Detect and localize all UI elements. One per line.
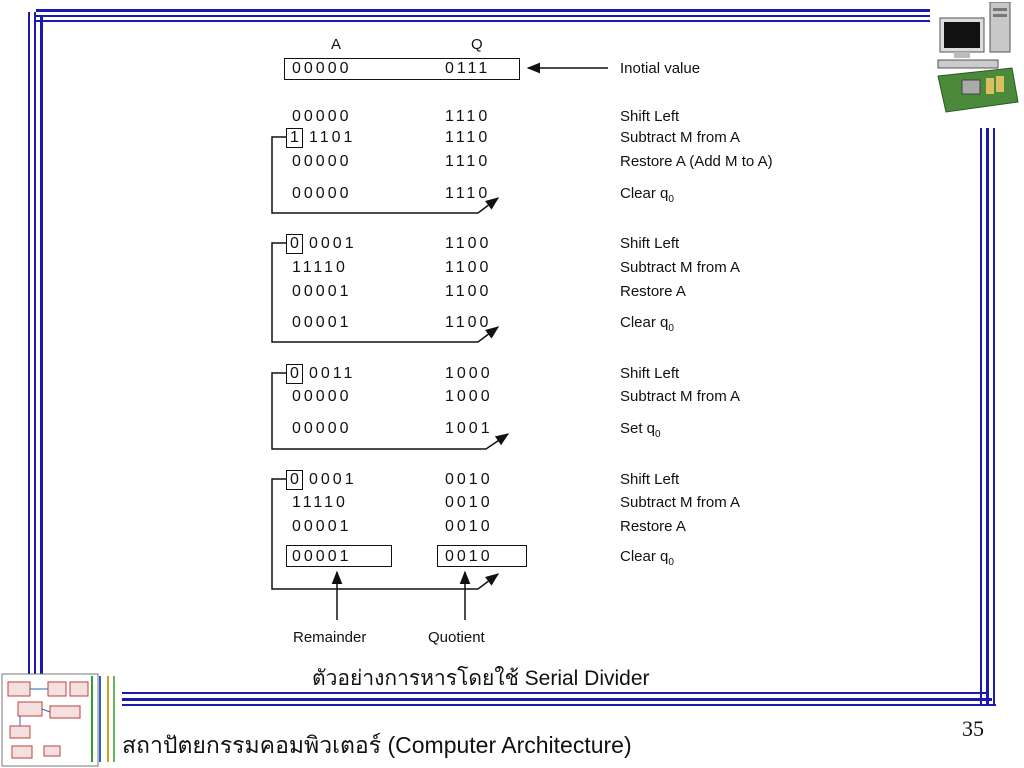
initial-q: 0111 xyxy=(445,60,491,77)
step-q: 1100 xyxy=(445,283,492,300)
step-q: 0010 xyxy=(445,471,493,488)
step-q: 1110 xyxy=(445,153,491,170)
remainder-label: Remainder xyxy=(293,629,367,646)
step-a: 11110 xyxy=(292,494,348,511)
step-q: 1000 xyxy=(445,365,493,382)
step-q: 1110 xyxy=(445,108,491,125)
step-q: 1000 xyxy=(445,388,493,405)
step-a: 00001 xyxy=(292,548,352,565)
step-a: 00000 xyxy=(292,108,352,125)
step-a: 0011 xyxy=(309,365,356,382)
step-label: Clear $q_0$ xyxy=(620,314,674,334)
step-label: Subtract M from A xyxy=(620,388,741,405)
sign-bit: 1 xyxy=(290,129,302,146)
step-a: 00000 xyxy=(292,420,352,437)
initial-a: 00000 xyxy=(292,60,352,77)
step-a: 00000 xyxy=(292,388,352,405)
step-label: Subtract M from A xyxy=(620,259,741,276)
step-label: Restore A xyxy=(620,283,686,300)
step-q: 1001 xyxy=(445,420,493,437)
q-subscript: 0 xyxy=(668,323,674,334)
step-q: 1100 xyxy=(445,314,492,331)
q-subscript: 0 xyxy=(668,557,674,568)
register-q-header: Q xyxy=(471,36,483,53)
step-label: Shift Left xyxy=(620,108,680,125)
step-label: Subtract M from A xyxy=(620,494,741,511)
step-q: 0010 xyxy=(445,518,493,535)
step-q: 1110 xyxy=(445,129,491,146)
page-number: 35 xyxy=(962,716,984,741)
step-label: Shift Left xyxy=(620,235,680,252)
step-q: 1100 xyxy=(445,235,492,252)
sign-bit: 0 xyxy=(290,365,302,382)
q-subscript: 0 xyxy=(655,429,661,440)
step-label: Set $q_0$ xyxy=(620,420,661,440)
step-a: 00001 xyxy=(292,314,352,331)
step-a: 00000 xyxy=(292,153,352,170)
sign-bit: 0 xyxy=(290,235,302,252)
step-label: Shift Left xyxy=(620,365,680,382)
step-a: 0001 xyxy=(309,235,357,252)
step-a: 1101 xyxy=(309,129,356,146)
step-label: Clear $q_0$ xyxy=(620,185,674,205)
step-a: 00000 xyxy=(292,185,352,202)
step-q: 0010 xyxy=(445,548,493,565)
step-label: Shift Left xyxy=(620,471,680,488)
step-label: Restore A (Add M to A) xyxy=(620,153,773,170)
q-subscript: 0 xyxy=(668,194,674,205)
step-label: Clear $q_0$ xyxy=(620,548,674,568)
figure-caption: ตัวอย่างการหารโดยใช้ Serial Divider xyxy=(312,667,650,690)
register-a-header: A xyxy=(331,36,342,53)
step-q: 1100 xyxy=(445,259,492,276)
sign-bit: 0 xyxy=(290,471,302,488)
step-label: Subtract M from A xyxy=(620,129,741,146)
step-label: Restore A xyxy=(620,518,686,535)
step-a: 00001 xyxy=(292,283,352,300)
step-a: 0001 xyxy=(309,471,357,488)
quotient-label: Quotient xyxy=(428,629,485,646)
footer-title: สถาปัตยกรรมคอมพิวเตอร์ (Computer Architecture) xyxy=(122,732,632,758)
step-q: 1110 xyxy=(445,185,491,202)
step-q: 0010 xyxy=(445,494,493,511)
step-a: 00001 xyxy=(292,518,352,535)
step-a: 11110 xyxy=(292,259,348,276)
initial-label: Inotial value xyxy=(620,60,701,77)
